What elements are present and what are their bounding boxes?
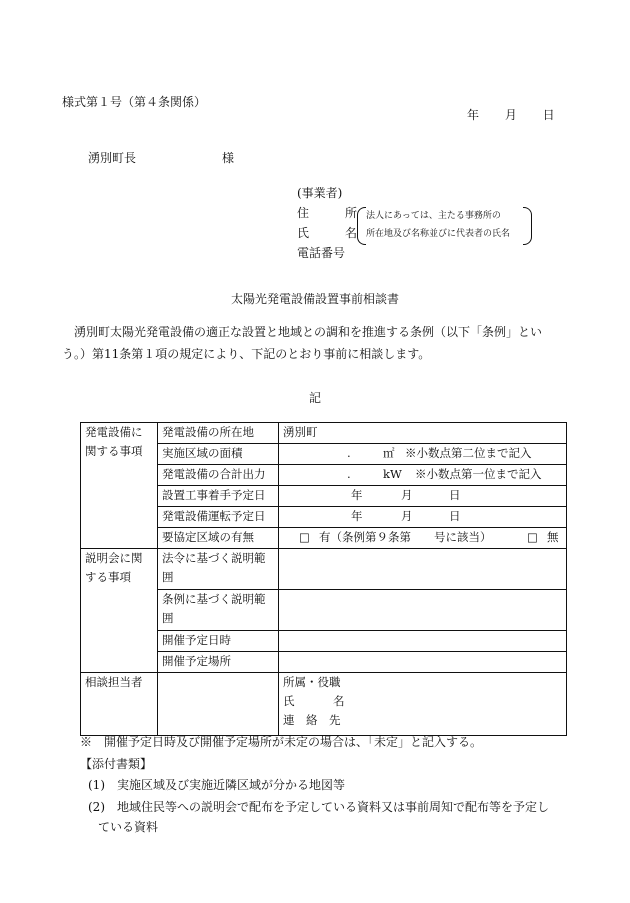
applicant-heading: (事業者) — [297, 186, 343, 200]
consultation-table — [80, 422, 567, 736]
ordinance-scope-value[interactable] — [279, 590, 567, 631]
footnote: ※ 開催予定日時及び開催予定場所が未定の場合は、「未定」と記入する。 — [80, 735, 483, 749]
addressee-name: 湧別町長 — [88, 151, 137, 165]
briefing-date-label: 開催予定日時 — [158, 631, 279, 652]
law-scope-value[interactable] — [279, 549, 567, 590]
operation-date-value[interactable]: 年 月 日 — [279, 507, 567, 528]
corporation-note — [357, 207, 532, 243]
area-value[interactable]: . ㎡ ※小数点第二位まで記入 — [279, 444, 567, 465]
left-bracket — [357, 207, 366, 245]
applicant-block — [297, 183, 357, 263]
location-value[interactable]: 湧別町 — [279, 423, 567, 444]
law-scope-label: 法令に基づく説明範囲 — [158, 549, 279, 590]
no-checkbox[interactable]: □ — [527, 530, 538, 544]
body-text: 湧別町太陽光発電設備の適正な設置と地域との調和を推進する条例（以下「条例」という。）第11条第１項の規定により、下記のとおり事前に相談します。 — [62, 325, 543, 361]
right-bracket — [523, 207, 532, 245]
agreement-area-value[interactable]: □ 有（条例第９条第 号に該当） □ 無 — [279, 528, 567, 549]
contact-spacer — [158, 673, 279, 736]
note-line-1: 法人にあっては、主たる事務所の — [366, 211, 501, 221]
addressee — [88, 149, 235, 166]
group-equipment: 発電設備に関する事項 — [81, 423, 158, 549]
attachments-heading: 【添付書類】 — [80, 757, 153, 771]
contact-name: 氏 名 — [283, 694, 345, 708]
area-label: 実施区域の面積 — [158, 444, 279, 465]
operation-date-label: 発電設備運転予定日 — [158, 507, 279, 528]
start-date-label: 設置工事着手予定日 — [158, 486, 279, 507]
group-contact: 相談担当者 — [81, 673, 158, 736]
contact-dept: 所属・役職 — [283, 675, 341, 689]
output-value[interactable]: . kW ※小数点第一位まで記入 — [279, 465, 567, 486]
phone-label: 電話番号 — [297, 246, 346, 260]
ordinance-scope-label: 条例に基づく説明範囲 — [158, 590, 279, 631]
name-label: 氏 名 — [297, 226, 358, 240]
agreement-area-label: 要協定区域の有無 — [158, 528, 279, 549]
attachment-item-2: (2) 地域住民等への説明会で配布を予定している資料又は事前周知で配布等を予定し — [88, 800, 550, 814]
contact-value[interactable] — [279, 673, 567, 736]
contact-phone: 連 絡 先 — [283, 713, 341, 727]
group-briefing: 説明会に関する事項 — [81, 549, 158, 673]
attachment-item-1: (1) 実施区域及び実施近隣区域が分かる地図等 — [88, 778, 345, 792]
note-line-2: 所在地及び名称並びに代表者の氏名 — [366, 229, 511, 239]
yes-checkbox[interactable]: □ — [299, 530, 310, 544]
output-label: 発電設備の合計出力 — [158, 465, 279, 486]
ki-heading: 記 — [308, 391, 321, 405]
briefing-place-label: 開催予定場所 — [158, 652, 279, 673]
address-label: 住 所 — [297, 206, 358, 220]
location-label: 発電設備の所在地 — [158, 423, 279, 444]
attachment-item-2-cont: ている資料 — [98, 820, 159, 834]
start-date-value[interactable]: 年 月 日 — [279, 486, 567, 507]
document-title: 太陽光発電設備設置事前相談書 — [230, 292, 399, 306]
date-line: 年 月 日 — [467, 108, 555, 122]
addressee-honorific: 様 — [222, 151, 235, 165]
briefing-place-value[interactable] — [279, 652, 567, 673]
briefing-date-value[interactable] — [279, 631, 567, 652]
form-number: 様式第１号（第４条関係） — [62, 95, 207, 109]
